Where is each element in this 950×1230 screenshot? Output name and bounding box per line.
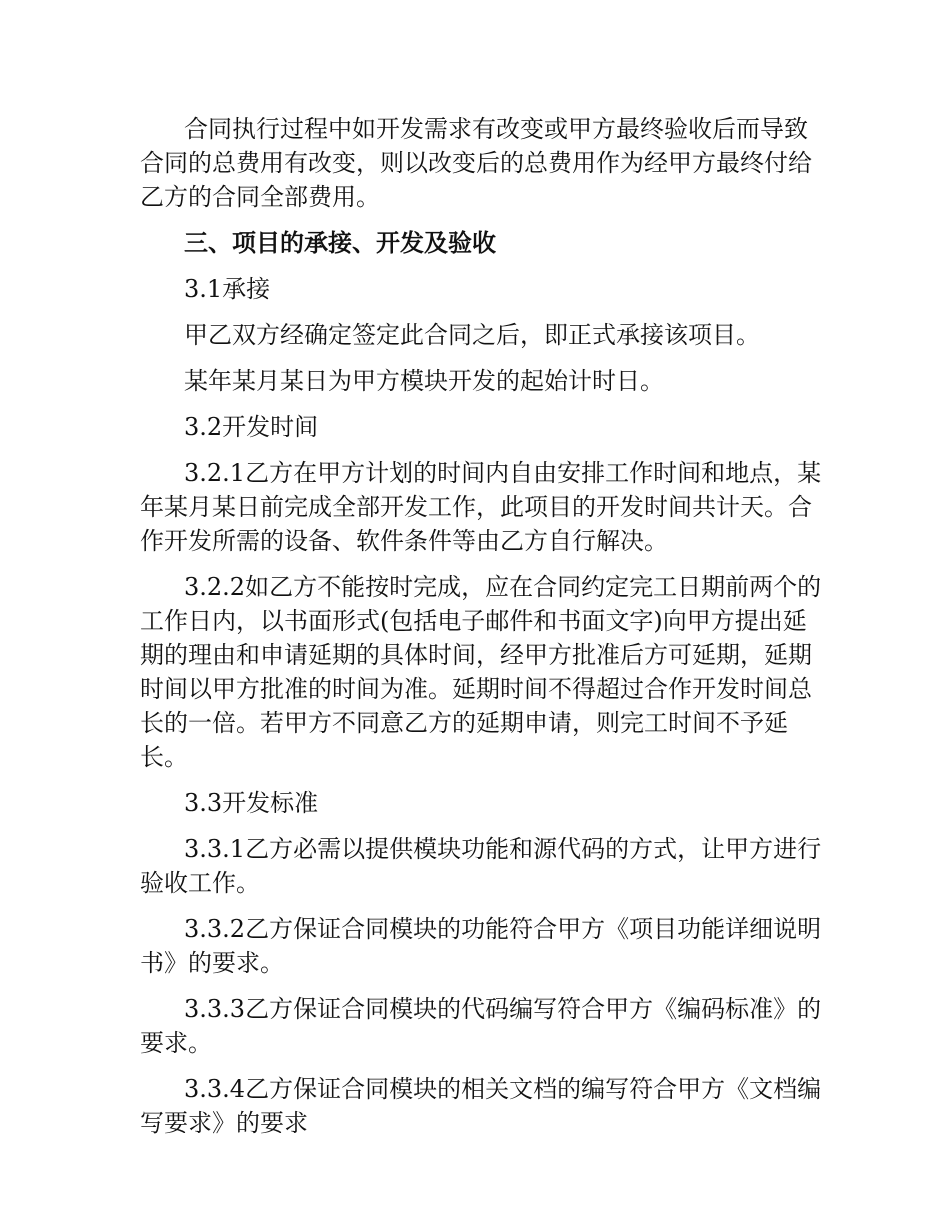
- paragraph-3-2-1: 3.2.1乙方在甲方计划的时间内自由安排工作时间和地点，某年某月某日前完成全部开发工作，此项目的开发时间共计天。合作开发所需的设备、软件条件等由乙方自行解决。: [140, 459, 822, 555]
- paragraph-3-3-3: 3.3.3乙方保证合同模块的代码编写符合甲方《编码标准》的要求。: [140, 995, 822, 1057]
- paragraph-start-date: 某年某月某日为甲方模块开发的起始计时日。: [184, 367, 664, 395]
- section-heading-3: 三、项目的承接、开发及验收: [184, 228, 496, 257]
- subheading-3-3: 3.3开发标准: [184, 789, 319, 817]
- subheading-3-2: 3.2开发时间: [184, 413, 319, 441]
- paragraph-acceptance: 甲乙双方经确定签定此合同之后，即正式承接该项目。: [184, 321, 760, 349]
- subheading-3-1: 3.1承接: [184, 275, 271, 303]
- paragraph-total-fee-change: 合同执行过程中如开发需求有改变或甲方最终验收后而导致合同的总费用有改变，则以改变后的总费用作为经甲方最终付给乙方的合同全部费用。: [140, 115, 812, 211]
- paragraph-3-3-4: 3.3.4乙方保证合同模块的相关文档的编写符合甲方《文档编写要求》的要求: [140, 1075, 822, 1137]
- paragraph-3-3-2: 3.3.2乙方保证合同模块的功能符合甲方《项目功能详细说明书》的要求。: [140, 915, 822, 977]
- paragraph-3-2-2: 3.2.2如乙方不能按时完成，应在合同约定完工日期前两个的工作日内，以书面形式(包括电子邮件和书面文字)向甲方提出延期的理由和申请延期的具体时间，经甲方批准后方可延期，延期时间以甲方批准的时间为准。延期时间不得超过合作开发时间总长的一倍。若甲方不同意乙方的延期申请，则完工时间不予延长。: [140, 573, 822, 771]
- paragraph-3-3-1: 3.3.1乙方必需以提供模块功能和源代码的方式，让甲方进行验收工作。: [140, 835, 822, 897]
- document-body: [140, 112, 830, 1152]
